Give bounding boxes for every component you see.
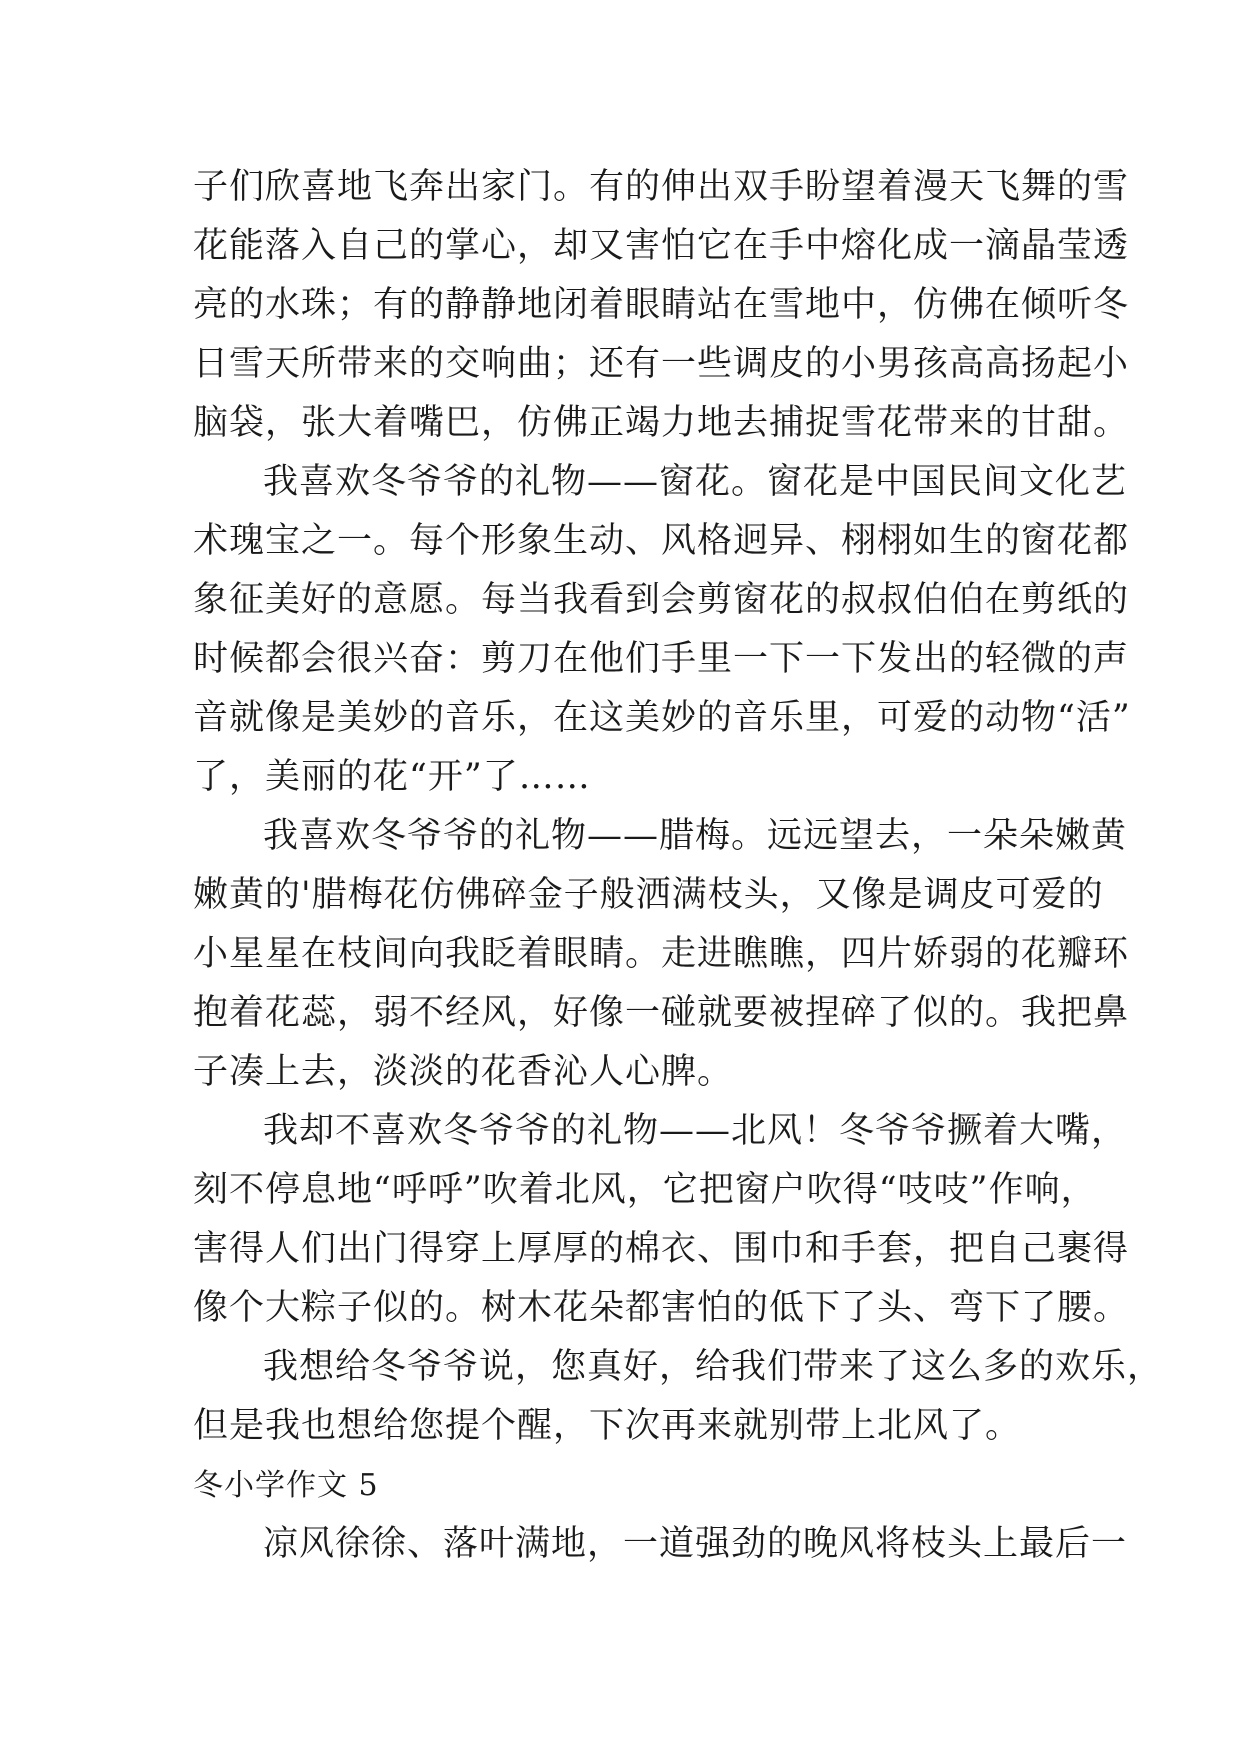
text-line: 害得人们出门得穿上厚厚的棉衣、围巾和手套，把自己裹得 [193,1229,1130,1269]
paragraph-start-line: 我喜欢冬爷爷的礼物——腊梅。远远望去，一朵朵嫩黄 [263,816,1128,856]
text-line: 术瑰宝之一。每个形象生动、风格迥异、栩栩如生的窗花都 [193,521,1130,561]
text-line: 了，美丽的花“开”了…… [193,757,591,797]
paragraph-start-line: 我却不喜欢冬爷爷的礼物——北风！冬爷爷撅着大嘴， [263,1111,1128,1151]
document-body [193,158,1164,1574]
section-heading: 冬小学作文 5 [193,1468,379,1503]
text-line: 脑袋，张大着嘴巴，仿佛正竭力地去捕捉雪花带来的甘甜。 [193,403,1130,443]
text-line: 日雪天所带来的交响曲；还有一些调皮的小男孩高高扬起小 [193,344,1130,384]
text-line: 花能落入自己的掌心，却又害怕它在手中熔化成一滴晶莹透 [193,226,1130,266]
text-line: 像个大粽子似的。树木花朵都害怕的低下了头、弯下了腰。 [193,1288,1130,1328]
text-line: 嫩黄的'腊梅花仿佛碎金子般洒满枝头，又像是调皮可爱的 [193,875,1104,915]
text-line: 亮的水珠；有的静静地闭着眼睛站在雪地中，仿佛在倾听冬 [193,285,1130,325]
text-line: 抱着花蕊，弱不经风，好像一碰就要被捏碎了似的。我把鼻 [193,993,1130,1033]
paragraph-start-line: 我想给冬爷爷说，您真好，给我们带来了这么多的欢乐， [263,1347,1164,1387]
paragraph-start-line: 我喜欢冬爷爷的礼物——窗花。窗花是中国民间文化艺 [263,462,1128,502]
text-line: 小星星在枝间向我眨着眼睛。走进瞧瞧，四片娇弱的花瓣环 [193,934,1130,974]
text-line: 但是我也想给您提个醒，下次再来就别带上北风了。 [193,1406,1022,1446]
paragraph-start-line: 凉风徐徐、落叶满地，一道强劲的晚风将枝头上最后一 [263,1524,1128,1564]
text-line: 子凑上去，淡淡的花香沁人心脾。 [193,1052,734,1092]
text-line: 子们欣喜地飞奔出家门。有的伸出双手盼望着漫天飞舞的雪 [193,167,1130,207]
text-line: 象征美好的意愿。每当我看到会剪窗花的叔叔伯伯在剪纸的 [193,580,1130,620]
text-line: 音就像是美妙的音乐，在这美妙的音乐里，可爱的动物“活” [193,698,1131,738]
text-line: 刻不停息地“呼呼”吹着北风，它把窗户吹得“吱吱”作响， [193,1170,1097,1210]
text-line: 时候都会很兴奋：剪刀在他们手里一下一下发出的轻微的声 [193,639,1130,679]
